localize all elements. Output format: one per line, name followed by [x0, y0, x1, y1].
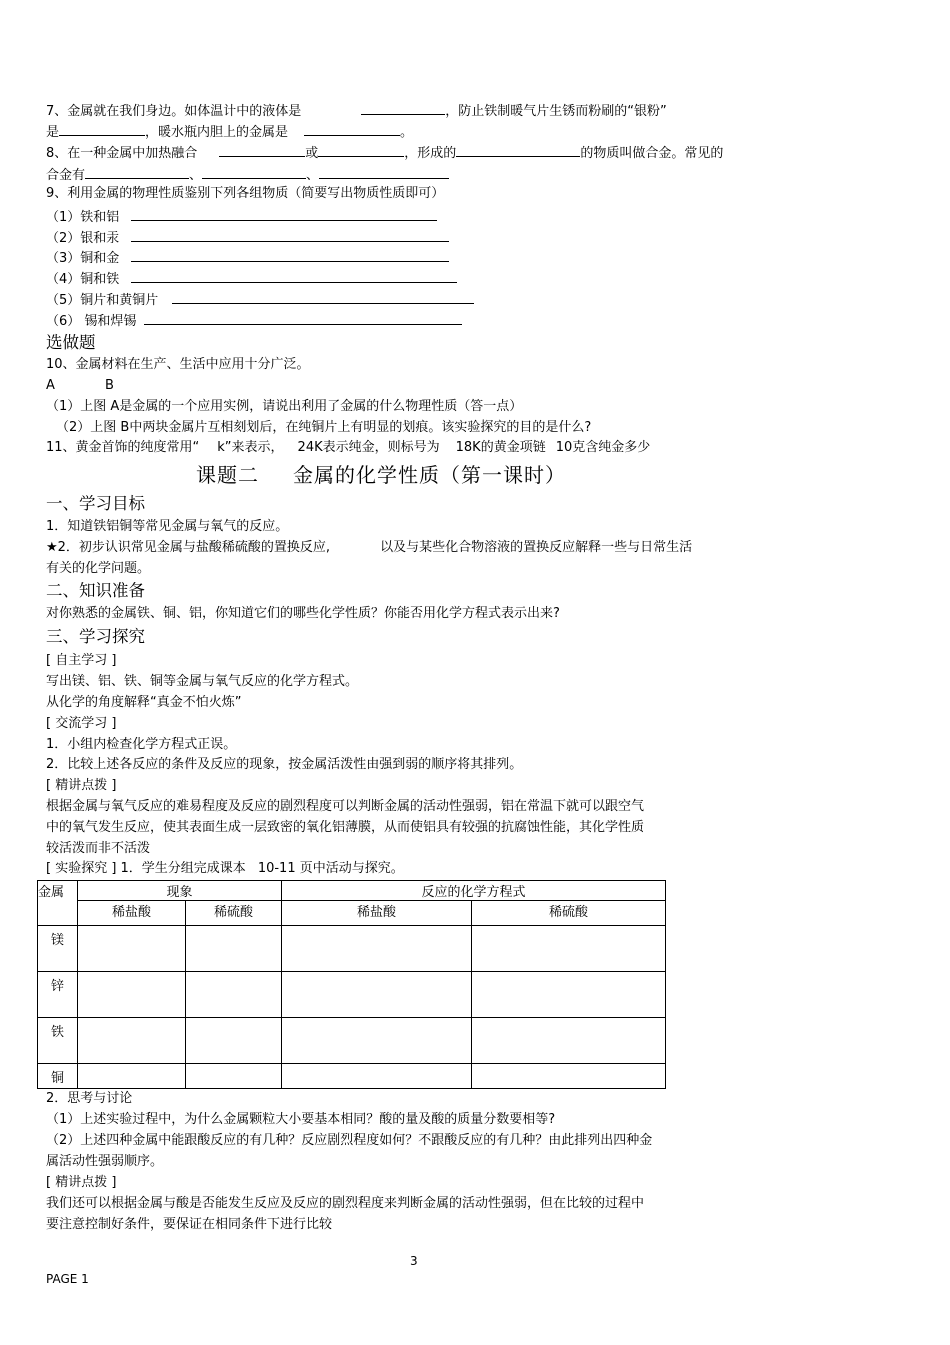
question-8-line-1	[46, 143, 723, 162]
q7-text-d: ，暖水瓶内胆上的金属是	[145, 125, 289, 140]
q9-item-2	[46, 228, 449, 247]
q8-text-a: 8、在一种金属中加热融合	[46, 146, 198, 161]
q8-text-g: 、	[306, 168, 320, 183]
answer-blank[interactable]	[361, 101, 445, 115]
q9-item-6	[46, 311, 462, 330]
answer-cell[interactable]	[186, 1064, 282, 1089]
think-1: （1）上述实验过程中，为什么金属颗粒大小要基本相同？酸的量及酸的质量分数要相等?	[46, 1112, 556, 1127]
self-study-2: 从化学的角度解释“真金不怕火炼”	[46, 695, 242, 710]
question-10-1: （1）上图 A是金属的一个应用实例，请说出利用了金属的什么物理性质（答一点）	[46, 399, 523, 414]
answer-blank[interactable]	[172, 290, 474, 304]
experiment-intro	[46, 860, 404, 877]
answer-cell[interactable]	[472, 972, 666, 1018]
q9-item-3	[46, 248, 449, 267]
header-phenomenon: 现象	[78, 881, 282, 901]
answer-blank[interactable]	[144, 311, 462, 325]
lecture-2-line-1: 我们还可以根据金属与酸是否能发生反应及反应的剧烈程度来判断金属的活动性强弱，但在比较的过程中	[46, 1196, 645, 1211]
lecture-1-line-2: 中的氧气发生反应，使其表面生成一层致密的氧化铝薄膜，从而使铝具有较强的抗腐蚀性能，其化学性质	[46, 820, 645, 835]
header-equation: 反应的化学方程式	[282, 881, 666, 901]
question-11	[46, 439, 650, 456]
answer-cell[interactable]	[282, 926, 472, 972]
page-footer: PAGE 1	[46, 1272, 89, 1286]
answer-blank[interactable]	[456, 143, 580, 157]
goal-2-line-2: 有关的化学问题。	[46, 561, 151, 576]
section-heading-goals: 一、学习目标	[46, 494, 145, 513]
table-row	[38, 1064, 666, 1089]
answer-blank[interactable]	[304, 122, 400, 136]
answer-cell[interactable]	[472, 1018, 666, 1064]
header-hcl-phenomenon: 稀盐酸	[78, 901, 186, 926]
answer-cell[interactable]	[78, 926, 186, 972]
answer-cell[interactable]	[186, 1018, 282, 1064]
exchange-label: [ 交流学习 ]	[46, 716, 117, 731]
section-heading-inquiry: 三、学习探究	[46, 627, 145, 646]
lecture-1-line-3: 较活泼而非不活泼	[46, 841, 151, 856]
answer-blank[interactable]	[59, 122, 145, 136]
question-10: 10、金属材料在生产、生活中应用十分广泛。	[46, 357, 310, 372]
q9-item-3-label: （3）铜和金	[46, 251, 120, 266]
q8-text-e: 合金有	[46, 168, 86, 183]
q8-text-d: 的物质叫做合金。常见的	[580, 146, 724, 161]
q9-item-1	[46, 207, 437, 226]
metal-cell: 镁	[38, 926, 78, 972]
q7-text-b: ，防止铁制暖气片生锈而粉刷的“银粉”	[445, 104, 667, 119]
lecture-2-line-2: 要注意控制好条件，要保证在相同条件下进行比较	[46, 1217, 333, 1232]
answer-cell[interactable]	[78, 1018, 186, 1064]
page-number: 3	[410, 1254, 418, 1268]
experiment-intro-a: [ 实验探究 ] 1．学生分组完成课本	[46, 861, 246, 876]
q9-item-5	[46, 290, 474, 309]
answer-cell[interactable]	[78, 972, 186, 1018]
lesson-title-text: 金属的化学性质（第一课时）	[293, 463, 566, 487]
q8-text-b: 或	[305, 146, 319, 161]
answer-blank[interactable]	[131, 248, 449, 262]
self-study-1: 写出镁、铝、铁、铜等金属与氧气反应的化学方程式。	[46, 674, 359, 689]
answer-blank[interactable]	[131, 228, 449, 242]
answer-cell[interactable]	[472, 926, 666, 972]
question-7-line-2	[46, 122, 413, 141]
answer-cell[interactable]	[282, 1064, 472, 1089]
answer-blank[interactable]	[219, 143, 305, 157]
header-metal: 金属	[38, 881, 78, 926]
q9-item-4	[46, 269, 457, 288]
q11-text-e: 10克含纯金多少	[555, 440, 651, 455]
lecture-1-line-1: 根据金属与氧气反应的难易程度及反应的剧烈程度可以判断金属的活动性强弱，铝在常温下就可以跟空气	[46, 799, 645, 814]
q9-item-4-label: （4）铜和铁	[46, 272, 120, 287]
lesson-title-number: 课题二	[196, 463, 259, 487]
answer-blank[interactable]	[131, 207, 437, 221]
answer-cell[interactable]	[282, 972, 472, 1018]
question-9: 9、利用金属的物理性质鉴别下列各组物质（简要写出物质性质即可）	[46, 186, 445, 201]
answer-blank[interactable]	[202, 165, 306, 179]
goal-1: 1．知道铁铝铜等常见金属与氧气的反应。	[46, 519, 289, 534]
q11-text-d: 18K的黄金项链	[455, 440, 546, 455]
answer-blank[interactable]	[319, 165, 449, 179]
question-10-2: （2）上图 B中两块金属片互相刻划后，在纯铜片上有明显的划痕。该实验探究的目的是什么?	[56, 420, 592, 435]
header-h2so4-equation: 稀硫酸	[472, 901, 666, 926]
answer-cell[interactable]	[282, 1018, 472, 1064]
table-row	[38, 926, 666, 972]
think-2-line-1: （2）上述四种金属中能跟酸反应的有几种？反应剧烈程度如何？不跟酸反应的有几种？由此排列出四种金	[46, 1133, 653, 1148]
experiment-table	[37, 880, 666, 1089]
table-row	[38, 972, 666, 1018]
think-heading: 2．思考与讨论	[46, 1091, 133, 1106]
section-heading-preparation: 二、知识准备	[46, 581, 145, 600]
figure-label-b: B	[105, 378, 114, 393]
question-8-line-2	[46, 165, 449, 184]
q11-text-c: 24K表示纯金，则标号为	[297, 440, 440, 455]
self-study-label: [ 自主学习 ]	[46, 653, 117, 668]
q7-text-c: 是	[46, 125, 60, 140]
answer-cell[interactable]	[472, 1064, 666, 1089]
think-2-line-2: 属活动性强弱顺序。	[46, 1154, 164, 1169]
answer-cell[interactable]	[186, 926, 282, 972]
answer-blank[interactable]	[85, 165, 189, 179]
exchange-2: 2．比较上述各反应的条件及反应的现象，按金属活泼性由强到弱的顺序将其排列。	[46, 757, 523, 772]
metal-cell: 铜	[38, 1064, 78, 1089]
exchange-1: 1．小组内检查化学方程式正误。	[46, 737, 237, 752]
question-7-line-1	[46, 101, 667, 120]
q8-text-f: 、	[189, 168, 203, 183]
answer-blank[interactable]	[131, 269, 457, 283]
metal-cell: 锌	[38, 972, 78, 1018]
goal-2-text-a: ★2．初步认识常见金属与盐酸稀硫酸的置换反应,	[46, 540, 331, 555]
q9-item-1-label: （1）铁和铝	[46, 210, 120, 225]
header-hcl-equation: 稀盐酸	[282, 901, 472, 926]
optional-heading: 选做题	[46, 333, 96, 352]
q7-text-e: 。	[400, 125, 414, 140]
table-row	[38, 1018, 666, 1064]
q7-text-a: 7、金属就在我们身边。如体温计中的液体是	[46, 104, 302, 119]
q11-text-b: k”来表示，	[217, 440, 284, 455]
lesson-title	[196, 462, 566, 488]
q9-item-6-label: （6） 锡和焊锡	[46, 314, 137, 329]
q9-item-2-label: （2）银和汞	[46, 231, 120, 246]
figure-label-a: A	[46, 378, 55, 393]
preparation-question: 对你熟悉的金属铁、铜、铝，你知道它们的哪些化学性质？你能否用化学方程式表示出来?	[46, 606, 560, 621]
answer-cell[interactable]	[186, 972, 282, 1018]
header-h2so4-phenomenon: 稀硫酸	[186, 901, 282, 926]
lecture-label-1: [ 精讲点拨 ]	[46, 778, 117, 793]
answer-cell[interactable]	[78, 1064, 186, 1089]
q8-text-c: ，形成的	[404, 146, 457, 161]
q11-text-a: 11、黄金首饰的纯度常用“	[46, 440, 200, 455]
goal-2-line-1	[46, 539, 692, 556]
q9-item-5-label: （5）铜片和黄铜片	[46, 293, 159, 308]
lecture-label-2: [ 精讲点拨 ]	[46, 1175, 117, 1190]
answer-blank[interactable]	[318, 143, 404, 157]
metal-cell: 铁	[38, 1018, 78, 1064]
experiment-intro-b: 10-11 页中活动与探究。	[257, 861, 404, 876]
goal-2-text-b: 以及与某些化合物溶液的置换反应解释一些与日常生活	[380, 540, 693, 555]
